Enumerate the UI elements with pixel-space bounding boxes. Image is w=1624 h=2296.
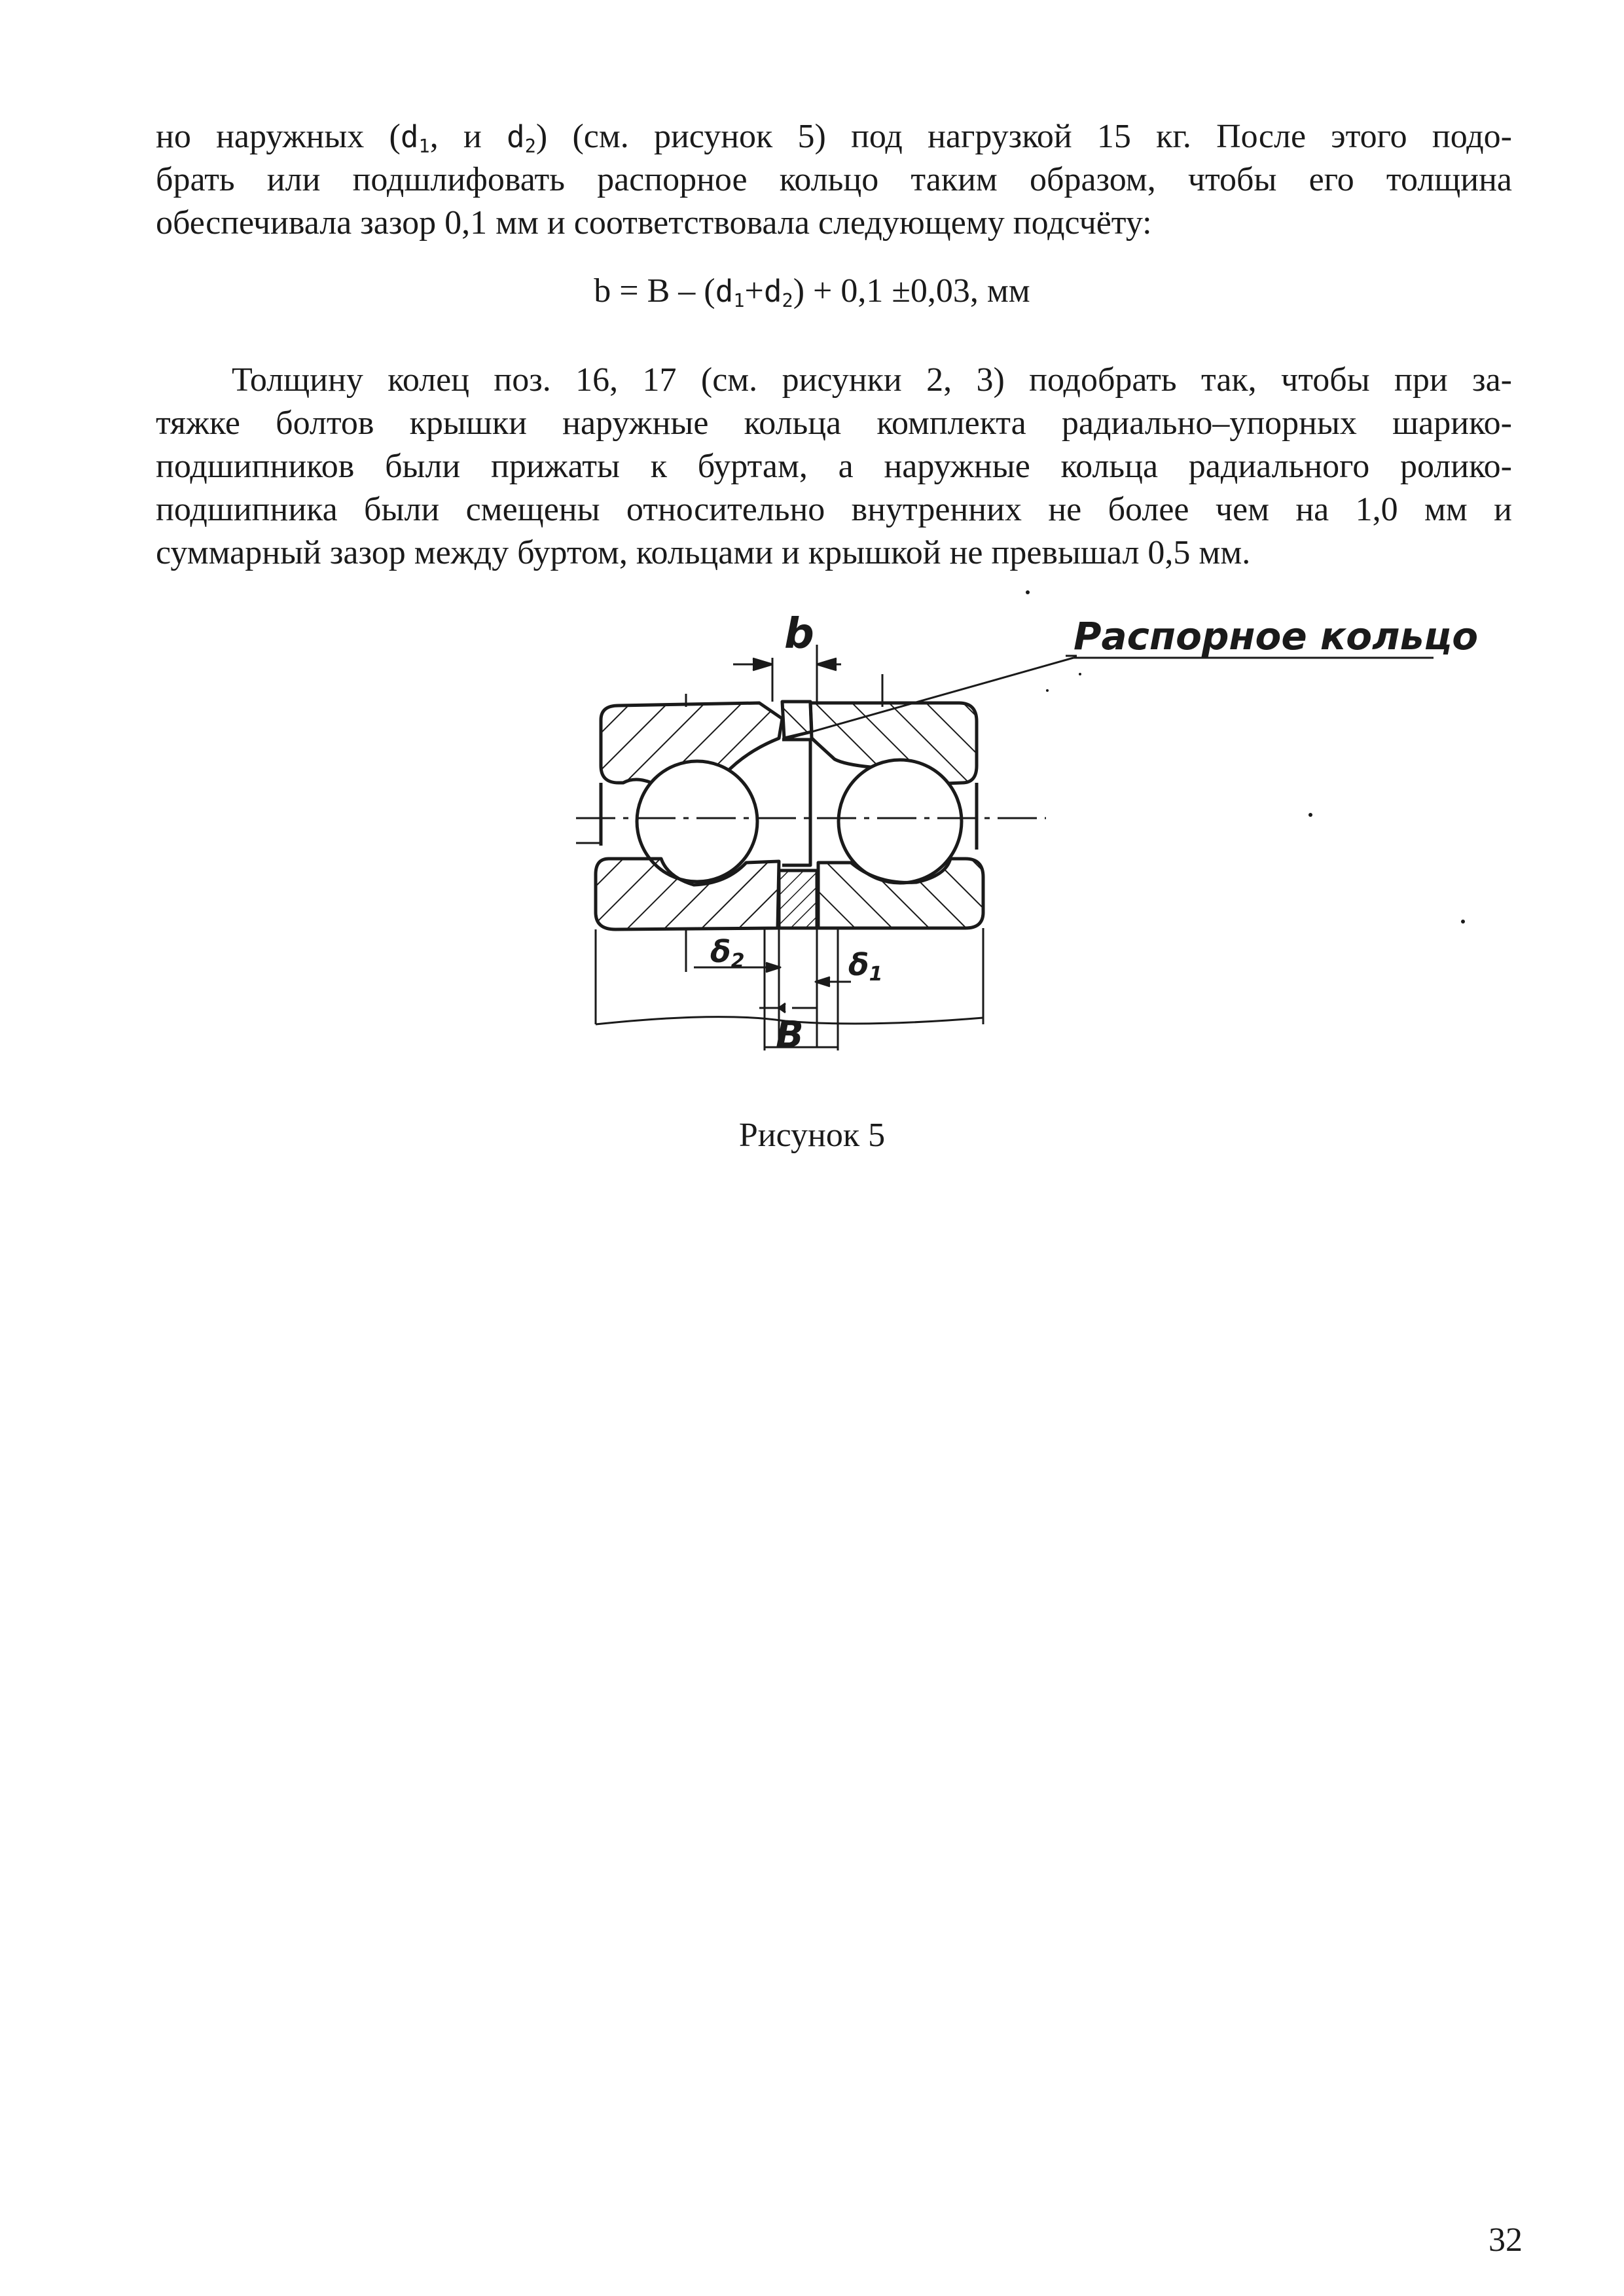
label-b: b	[784, 610, 814, 658]
subscript: 1	[733, 289, 745, 312]
subscript: 2	[524, 135, 536, 157]
label-B: B	[776, 1014, 804, 1056]
delta-symbol: δ	[848, 947, 869, 982]
spacer-ring-outer	[782, 702, 812, 865]
paragraph-2-line-3: подшипников были прижаты к буртам, а наружные кольца радиального ролико-	[156, 448, 1512, 485]
right-ball	[839, 760, 962, 883]
symbol-d: d	[507, 119, 525, 154]
figure-caption: Рисунок 5	[738, 1117, 886, 1154]
paragraph-2-line-1: Толщину колец поз. 16, 17 (см. рисунки 2, 3) подобрать так, чтобы при за-	[232, 361, 1512, 399]
subscript: 2	[782, 289, 793, 312]
symbol-d: d	[715, 274, 734, 309]
formula-plus: +	[744, 272, 764, 310]
label-spacer-ring: Распорное кольцо	[1074, 614, 1479, 658]
spacer-ring-inner	[779, 870, 817, 928]
delta-symbol: δ	[710, 934, 731, 969]
subscript: 1	[418, 135, 430, 157]
formula-part: ) + 0,1 ±0,03, мм	[793, 272, 1030, 310]
dimension-b	[733, 658, 841, 670]
symbol-d: d	[400, 119, 419, 154]
subscript: 2	[731, 950, 745, 973]
paragraph-2-line-2: тяжке болтов крышки наружные кольца комплекта радиально–упорных шарико-	[156, 404, 1512, 442]
text-fragment: , и	[429, 118, 507, 155]
paragraph-2-line-4: подшипника были смещены относительно внутренних не более чем на 1,0 мм и	[156, 491, 1512, 528]
text-fragment: но наружных (	[156, 118, 401, 155]
subscript: 1	[869, 963, 883, 986]
formula-part: b = B – (	[594, 272, 715, 310]
paragraph-1-line-3: обеспечивала зазор 0,1 мм и соответствовала следующему подсчёту:	[156, 204, 1152, 242]
symbol-d: d	[763, 274, 782, 309]
paragraph-2-line-5: суммарный зазор между буртом, кольцами и крышкой не превышал 0,5 мм.	[156, 534, 1251, 571]
page-number: 32	[1489, 2221, 1523, 2259]
paragraph-1-line-2: брать или подшлифовать распорное кольцо таким образом, чтобы его толщина	[156, 161, 1512, 198]
label-delta2	[710, 934, 744, 973]
text-fragment: ) (см. рисунок 5) под нагрузкой 15 кг. После этого подо-	[535, 118, 1512, 155]
label-delta1	[848, 947, 882, 986]
